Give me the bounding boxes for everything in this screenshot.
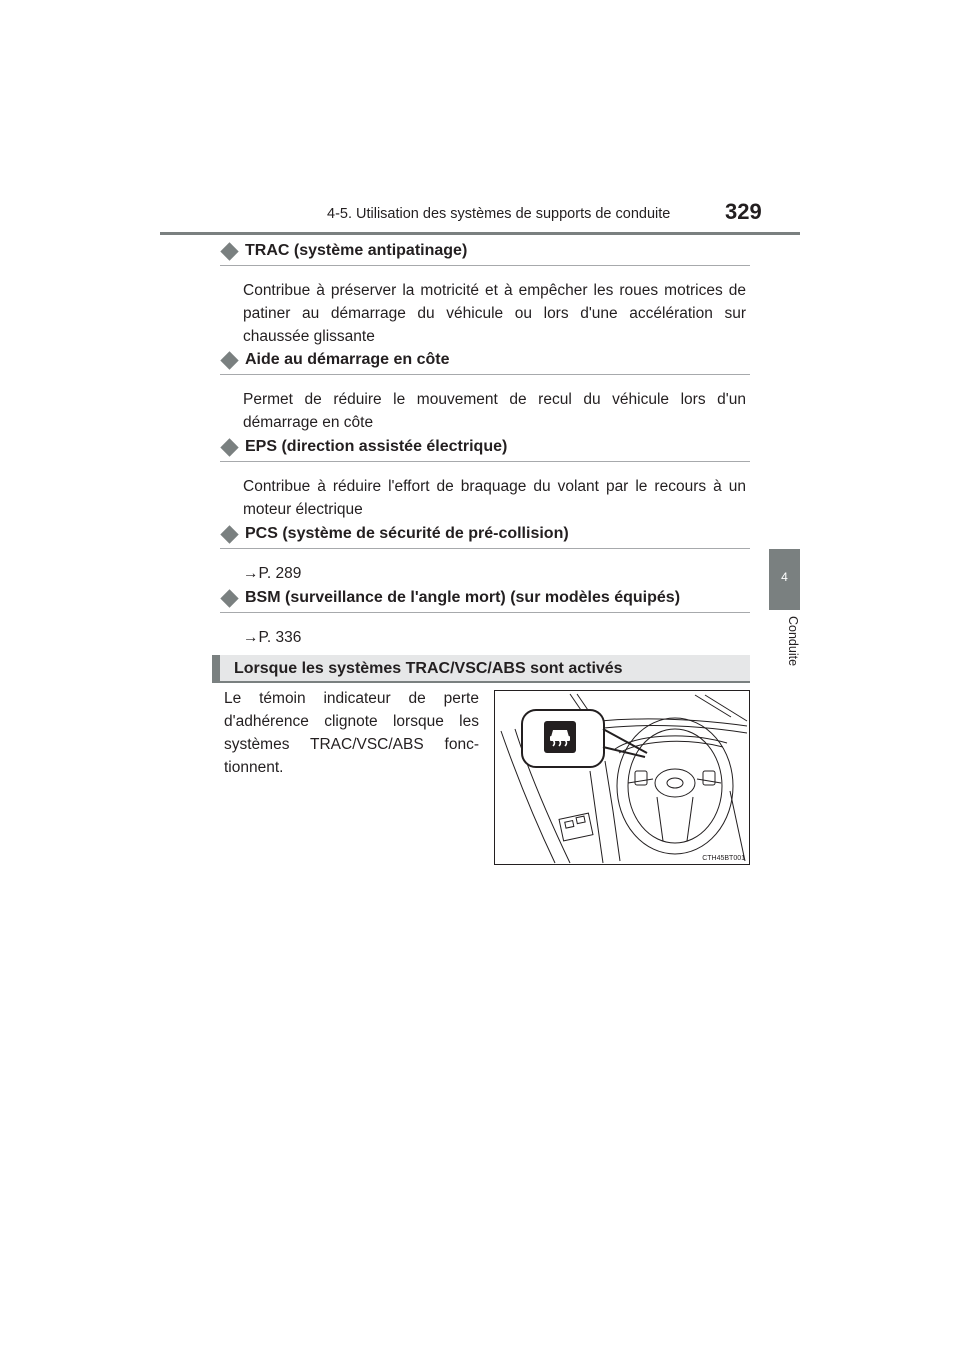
- subsection-banner: [212, 655, 750, 683]
- section-body: Contribue à réduire l'effort de braquage du volant par le recours à un moteur électrique: [243, 478, 746, 518]
- dashboard-illustration: [494, 690, 750, 865]
- section-title: EPS (direction assistée électrique): [245, 438, 508, 455]
- illustration-code: CTH45BT001: [702, 855, 745, 862]
- indicator-note: Le témoin indicateur de perte d'adhérence clignote lorsque les systèmes TRAC/VSC/ABS fonc-tionnent.: [224, 690, 479, 776]
- section-heading: [220, 525, 750, 549]
- section-heading: [220, 589, 750, 613]
- banner-title: Lorsque les systèmes TRAC/VSC/ABS sont activés: [234, 660, 623, 677]
- chapter-tab-label: Conduite: [786, 616, 800, 667]
- steering-wheel-drawing: [495, 691, 750, 865]
- section-heading: [220, 351, 750, 375]
- section-title: TRAC (système antipatinage): [245, 242, 468, 259]
- section-heading: [220, 242, 750, 266]
- section-page-reference: →P. 289: [243, 565, 302, 582]
- section-title: BSM (surveillance de l'angle mort) (sur modèles équipés): [245, 589, 681, 606]
- diamond-bullet-icon: [220, 242, 238, 260]
- chapter-title: 4-5. Utilisation des systèmes de supports de conduite: [327, 206, 671, 222]
- section-trac: [220, 242, 750, 348]
- section-body: Permet de réduire le mouvement de recul du véhicule lors d'un démarrage en côte: [243, 391, 746, 431]
- section-bsm: [220, 589, 750, 649]
- page-number: 329: [725, 199, 762, 224]
- section-body: Contribue à préserver la motricité et à empêcher les roues motrices de patiner au démarrage du véhicule ou lors d'une accélération sur chaussée glissante: [243, 282, 746, 345]
- diamond-bullet-icon: [220, 589, 238, 607]
- chapter-tab-number: 4: [781, 570, 788, 584]
- diamond-bullet-icon: [220, 525, 238, 543]
- section-page-reference: →P. 336: [243, 629, 302, 646]
- diamond-bullet-icon: [220, 351, 238, 369]
- header-divider: [160, 232, 800, 235]
- section-heading: [220, 438, 750, 462]
- section-title: PCS (système de sécurité de pré-collision): [245, 525, 569, 542]
- section-pcs: [220, 525, 750, 585]
- section-title: Aide au démarrage en côte: [245, 351, 450, 368]
- section-eps: [220, 438, 750, 521]
- section-hill-start: [220, 351, 750, 434]
- diamond-bullet-icon: [220, 438, 238, 456]
